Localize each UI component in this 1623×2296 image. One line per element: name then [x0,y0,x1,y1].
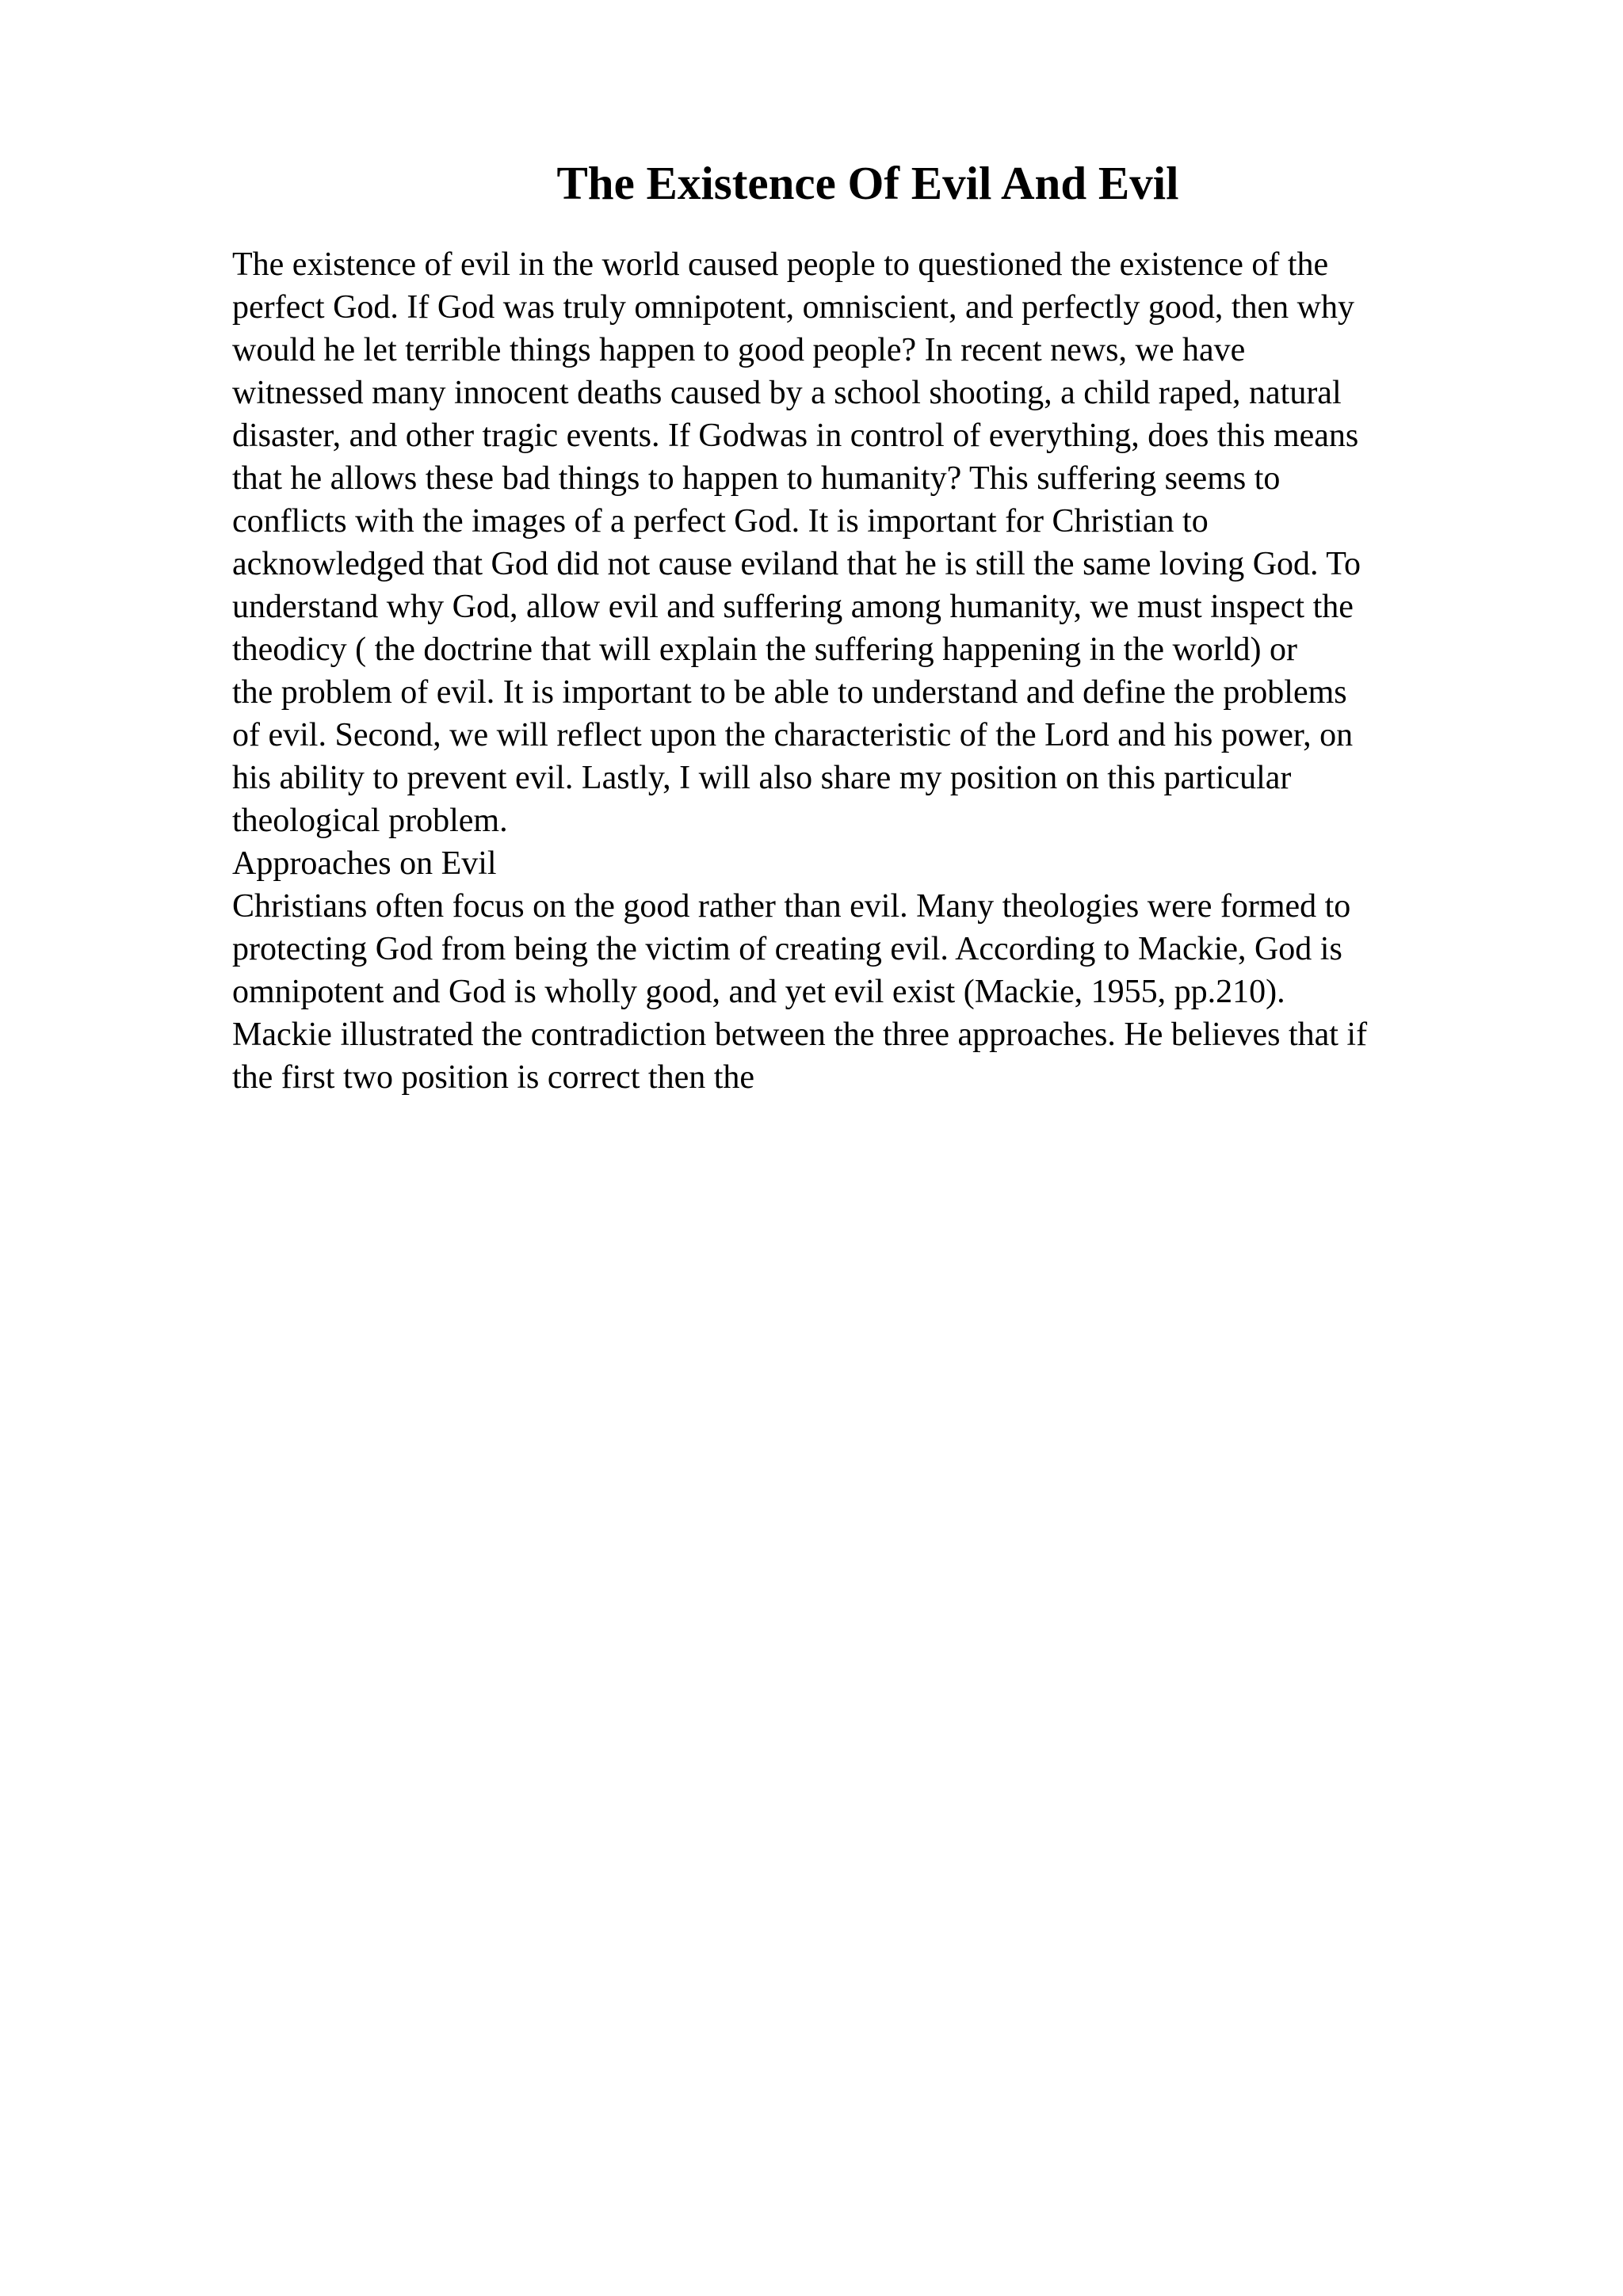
body-line: would he let terrible things happen to good people? In recent news, we have [232,332,1246,368]
document-title: The Existence Of Evil And Evil [556,157,1179,209]
body-line: Mackie illustrated the contradiction between the three approaches. He believes that if [232,1016,1368,1053]
body-line: The existence of evil in the world caused people to questioned the existence of the [232,246,1329,283]
body-line: that he allows these bad things to happen to humanity? This suffering seems to [232,460,1281,497]
body-line: witnessed many innocent deaths caused by a school shooting, a child raped, natural [232,375,1342,411]
body-line: perfect God. If God was truly omnipotent, omniscient, and perfectly good, then why [232,289,1354,326]
body-line: protecting God from being the victim of creating evil. According to Mackie, God is [232,931,1342,967]
body-line: omnipotent and God is wholly good, and yet evil exist (Mackie, 1955, pp.210). [232,974,1285,1010]
body-line: acknowledged that God did not cause eviland that he is still the same loving God. To [232,546,1361,582]
body-line: disaster, and other tragic events. If Godwas in control of everything, does this means [232,418,1359,454]
body-line: conflicts with the images of a perfect God. It is important for Christian to [232,503,1209,540]
body-line: the first two position is correct then the [232,1059,755,1096]
body-line: Christians often focus on the good rather than evil. Many theologies were formed to [232,888,1351,925]
body-line: the problem of evil. It is important to be able to understand and define the problems [232,674,1347,711]
document-body [232,243,1516,1099]
body-line: understand why God, allow evil and suffering among humanity, we must inspect the [232,589,1354,625]
section-heading: Approaches on Evil [232,845,497,882]
body-line: his ability to prevent evil. Lastly, I will also share my position on this particular [232,760,1292,796]
body-line: theodicy ( the doctrine that will explain the suffering happening in the world) or [232,631,1298,668]
body-line: of evil. Second, we will reflect upon the characteristic of the Lord and his power, on [232,717,1354,753]
body-line: theological problem. [232,803,508,839]
